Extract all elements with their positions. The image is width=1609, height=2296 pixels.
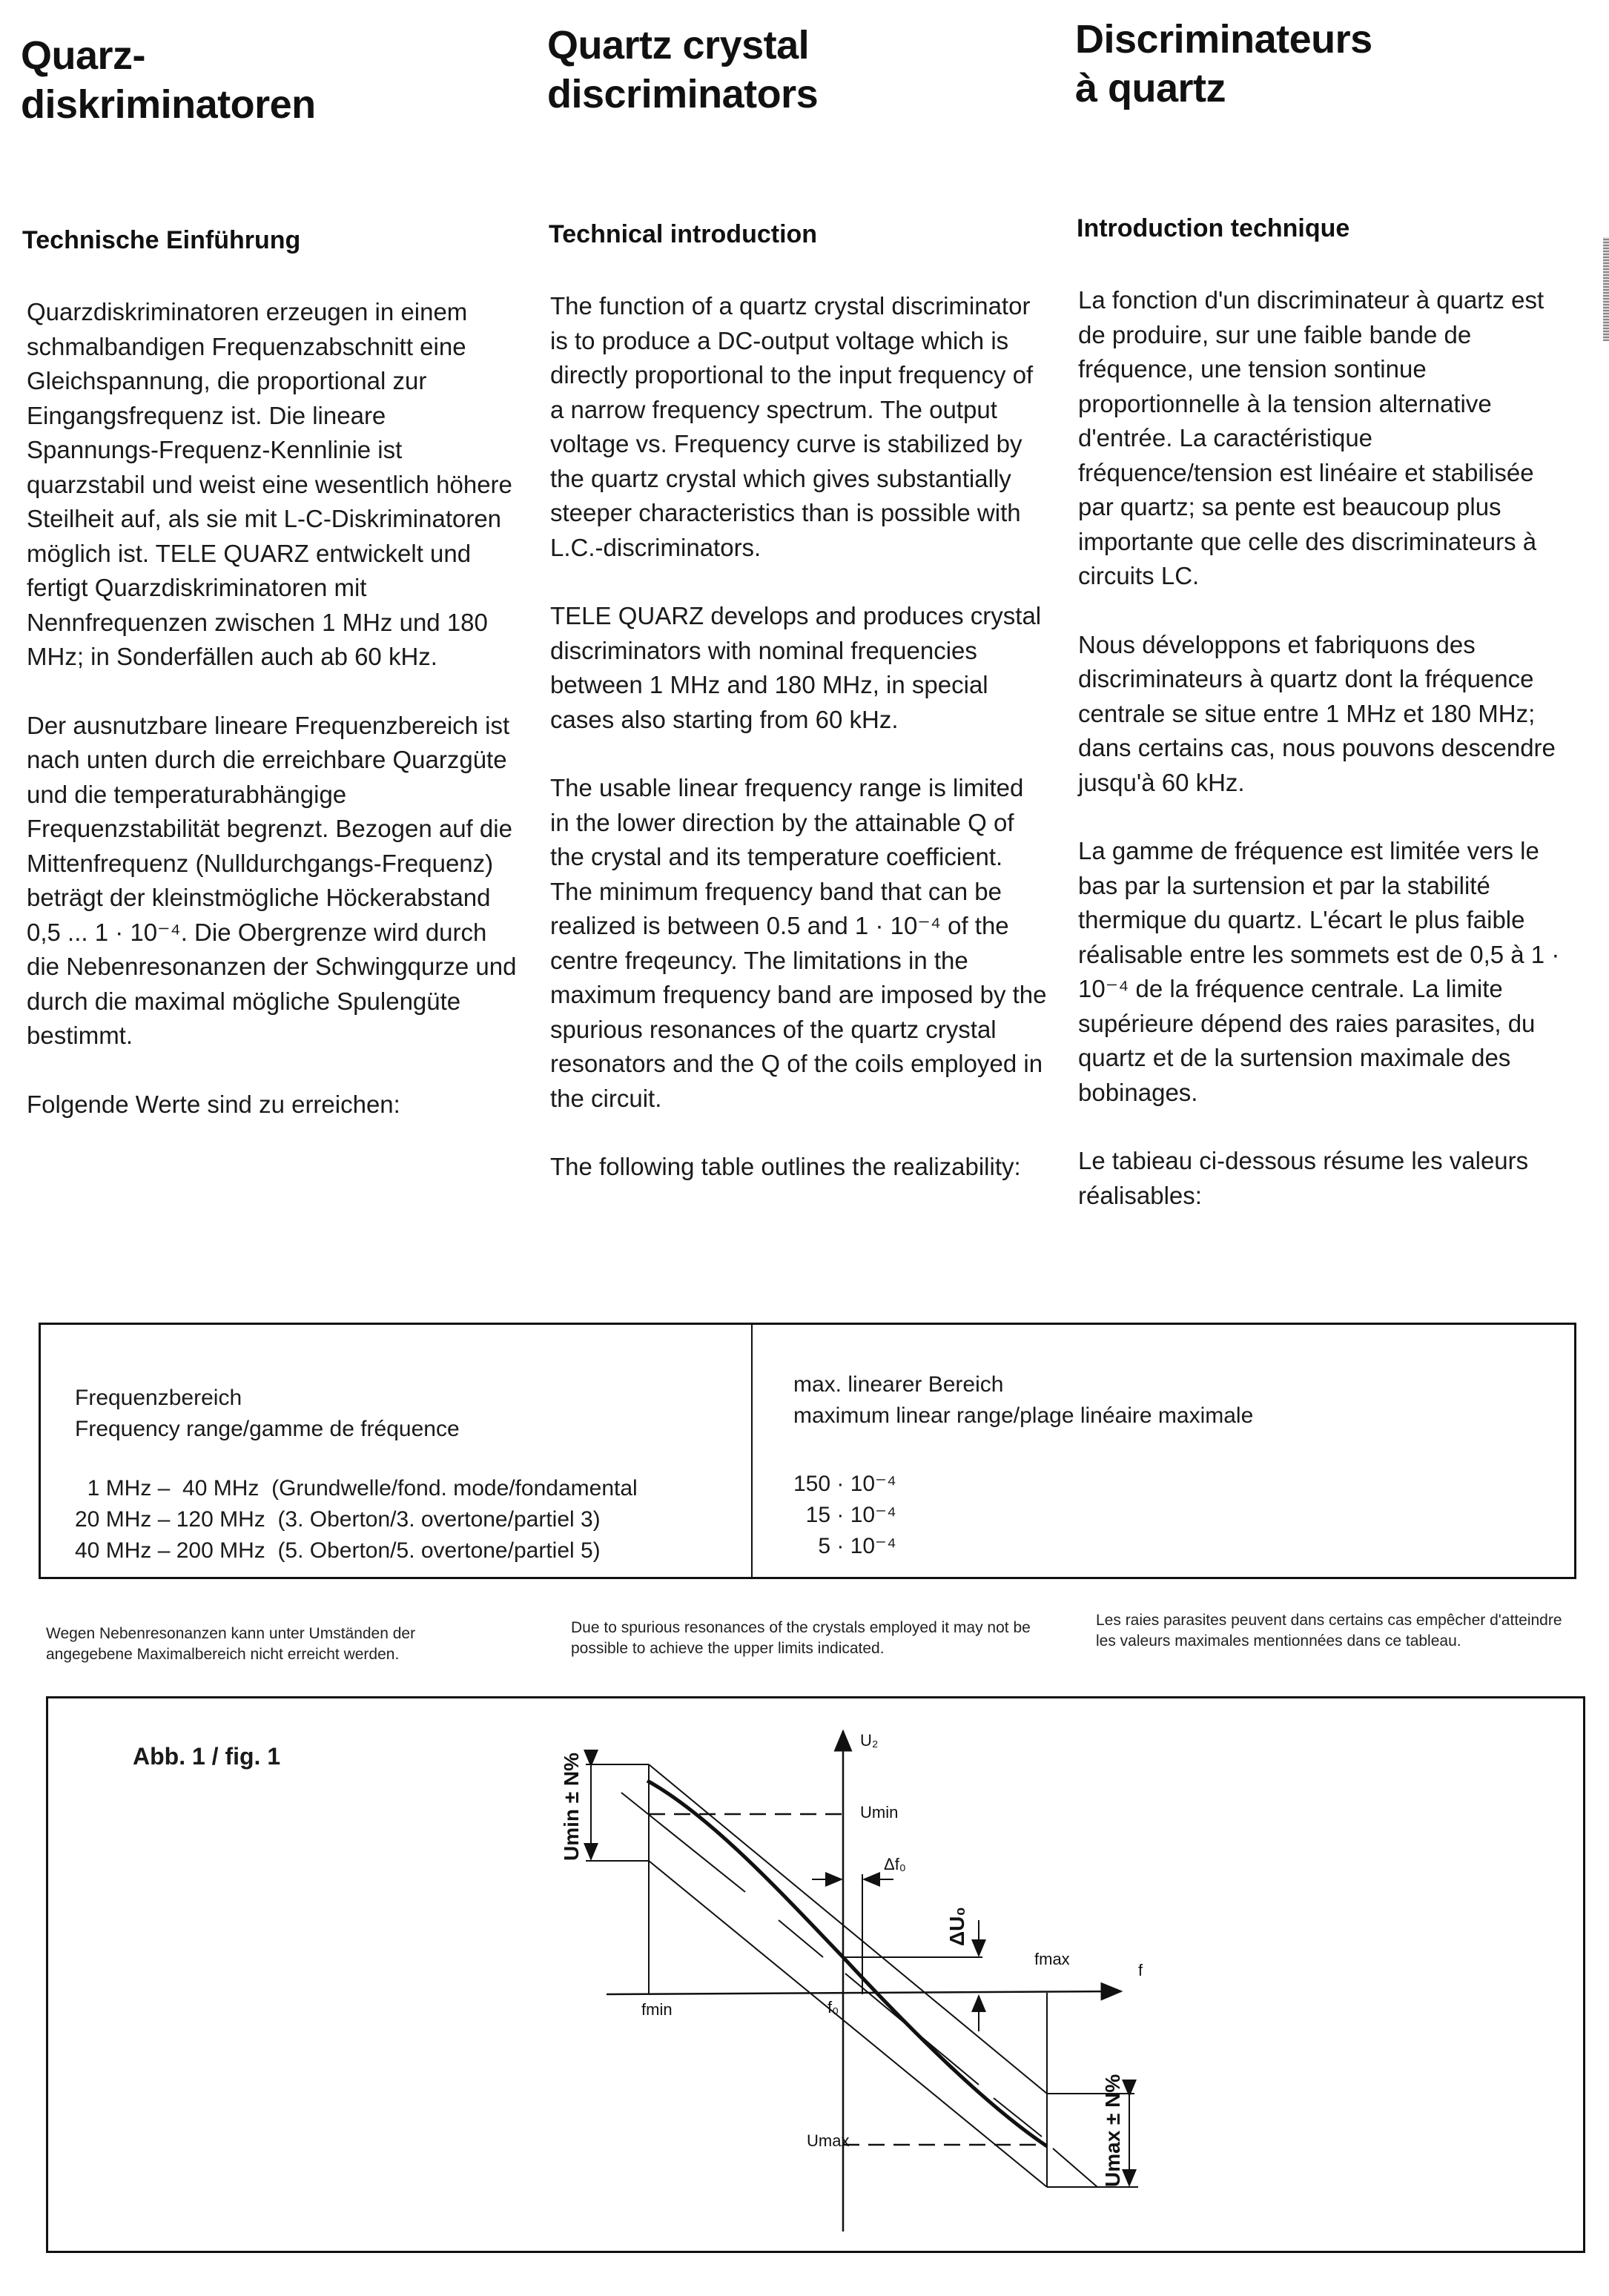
- right-header-de: max. linearer Bereich: [793, 1372, 1004, 1397]
- title-de-line2: diskriminatoren: [21, 82, 316, 127]
- subheading-de: Technische Einführung: [22, 226, 301, 254]
- mode: (5. Oberton/5. overtone/partiel 5): [277, 1538, 601, 1563]
- umax-label: Umax: [807, 2131, 850, 2150]
- delta-f0-label: Δf₀: [884, 1855, 906, 1873]
- paragraph: Der ausnutzbare lineare Frequenzbereich ist nach unten durch die erreichbare Quarzgüte und die temperaturabhängige Frequenzstabilität begrenzt. Bezogen auf die Mittenfrequenz (Nulldurchgangs-Frequenz) beträgt der kleinstmögliche Höckerabstand 0,5 ... 1 · 10⁻⁴. Die Obergrenze wird durch die Nebenresonanzen der Schwingqurze und durch die maximal mögliche Spulengüte bestimmt.: [27, 711, 517, 1049]
- f-axis-label: f: [1138, 1961, 1143, 1979]
- max-linear-value: 5 · 10⁻⁴: [793, 1534, 896, 1558]
- left-header-en-fr: Frequency range/gamme de fréquence: [75, 1417, 460, 1441]
- f0-label: f₀: [827, 1998, 839, 2017]
- umax-tolerance-label: Umax ± N%: [1101, 2074, 1124, 2187]
- max-linear-value: 15 · 10⁻⁴: [793, 1503, 896, 1527]
- paragraph: The function of a quartz crystal discriminator is to produce a DC-output voltage which is directly proportional to the input frequency of a narrow frequency spectrum. The output voltage vs. Frequency curve is stabilized by the quartz crystal which gives substantially steeper characteristics than is possible with L.C.-discriminators.: [550, 292, 1034, 561]
- umin-tolerance-label: Umin ± N%: [560, 1752, 583, 1861]
- paragraph: La fonction d'un discriminateur à quartz est de produire, sur une faible bande de fréquence, une tension sontinue proportionnelle à la tension alternative d'entrée. La caractéristique fréquence/tension est linéaire et stabilisée par quartz; sa pente est beaucoup plus importante que celle des discriminateurs à circuits LC.: [1078, 286, 1544, 589]
- paragraph: Quarzdiskriminatoren erzeugen in einem schmalbandigen Frequenzabschnitt eine Gleichspannung, die proportional zur Eingangsfrequenz ist. Die lineare Spannungs-Frequenz-Kennlinie ist quarzstabil und weist eine wesentlich höhere Steilheit auf, als sie mit L-C-Diskriminatoren möglich ist. TELE QUARZ entwickelt und fertigt Quarzdiskriminatoren mit Nennfrequenzen zwischen 1 MHz und 180 MHz; in Sonderfällen auch ab 60 kHz.: [27, 298, 512, 670]
- u2-axis-label: U₂: [860, 1731, 879, 1750]
- right-header-en-fr: maximum linear range/plage linéaire maximale: [793, 1403, 1254, 1428]
- range: 40 MHz – 200 MHz: [75, 1538, 265, 1563]
- footnote-en: Due to spurious resonances of the crystals employed it may not be possible to achieve the upper limits indicated.: [571, 1619, 1031, 1657]
- reference-line-segment: [779, 1920, 823, 1957]
- paragraph: TELE QUARZ develops and produces crystal discriminators with nominal frequencies between 1 MHz and 180 MHz, in special cases also starting from 60 kHz.: [550, 602, 1042, 733]
- reference-line-segment: [994, 2098, 1042, 2137]
- title-en-line1: Quartz crystal: [547, 23, 810, 67]
- footnote-de: Wegen Nebenresonanzen kann unter Umständen der angegebene Maximalbereich nicht erreicht werden.: [46, 1625, 416, 1663]
- paragraph: La gamme de fréquence est limitée vers le bas par la surtension et par la stabilité thermique du quartz. L'écart le plus faible réalisable entre les sommets est de 0,5 à 1 · 10⁻⁴ de la fréquence centrale. La limite supérieure dépend des raies parasites, du quartz et de la surtension maximale des bobinages.: [1078, 837, 1560, 1106]
- figure-label: Abb. 1 / fig. 1: [133, 1743, 281, 1770]
- title-fr-line2: à quartz: [1075, 66, 1226, 110]
- paragraph: The usable linear frequency range is limited in the lower direction by the attainable Q of the crystal and its temperature coefficient. The minimum frequency band that can be realized is between 0.5 and 1 · 10⁻⁴ of the centre freqeuncy. The limitations in the maximum frequency band are imposed by the spurious resonances of the quartz crystal resonators and the Q of the coils employed in the circuit.: [550, 774, 1047, 1112]
- paragraph: Nous développons et fabriquons des discriminateurs à quartz dont la fréquence centrale se situe entre 1 MHz et 180 MHz; dans certains cas, nous pouvons descendre jusqu'à 60 kHz.: [1078, 630, 1556, 796]
- delta-u0-label: ΔU₀: [945, 1907, 968, 1946]
- paragraph: Folgende Werte sind zu erreichen:: [27, 1090, 400, 1118]
- f-axis: [607, 1991, 1121, 1994]
- reference-line-segment: [1053, 2148, 1097, 2187]
- range: 1 MHz – 40 MHz: [75, 1476, 260, 1501]
- title-en-line2: discriminators: [547, 72, 819, 116]
- subheading-fr: Introduction technique: [1077, 214, 1350, 242]
- mode: (3. Oberton/3. overtone/partiel 3): [277, 1507, 601, 1532]
- max-linear-value: 150 · 10⁻⁴: [793, 1472, 896, 1496]
- paragraph: Le tabieau ci-dessous résume les valeurs réalisables:: [1078, 1147, 1529, 1209]
- title-de-line1: Quarz-: [21, 33, 146, 78]
- title-fr-line1: Discriminateurs: [1075, 17, 1372, 62]
- upper-tolerance-line: [649, 1764, 1047, 2094]
- fmax-label: fmax: [1034, 1950, 1070, 1968]
- mode: (Grundwelle/fond. mode/fondamental: [271, 1476, 638, 1501]
- discriminator-curve: [647, 1781, 1047, 2146]
- fmin-label: fmin: [641, 2000, 673, 2019]
- subheading-en: Technical introduction: [549, 220, 818, 248]
- left-header-de: Frequenzbereich: [75, 1386, 242, 1410]
- footnote-fr: Les raies parasites peuvent dans certains cas empêcher d'atteindre les valeurs maximales mentionnées dans ce tableau.: [1096, 1612, 1562, 1650]
- paragraph: The following table outlines the realizability:: [550, 1153, 1021, 1180]
- reference-line-segment: [845, 1974, 979, 2085]
- range: 20 MHz – 120 MHz: [75, 1507, 265, 1532]
- umin-label: Umin: [860, 1803, 899, 1822]
